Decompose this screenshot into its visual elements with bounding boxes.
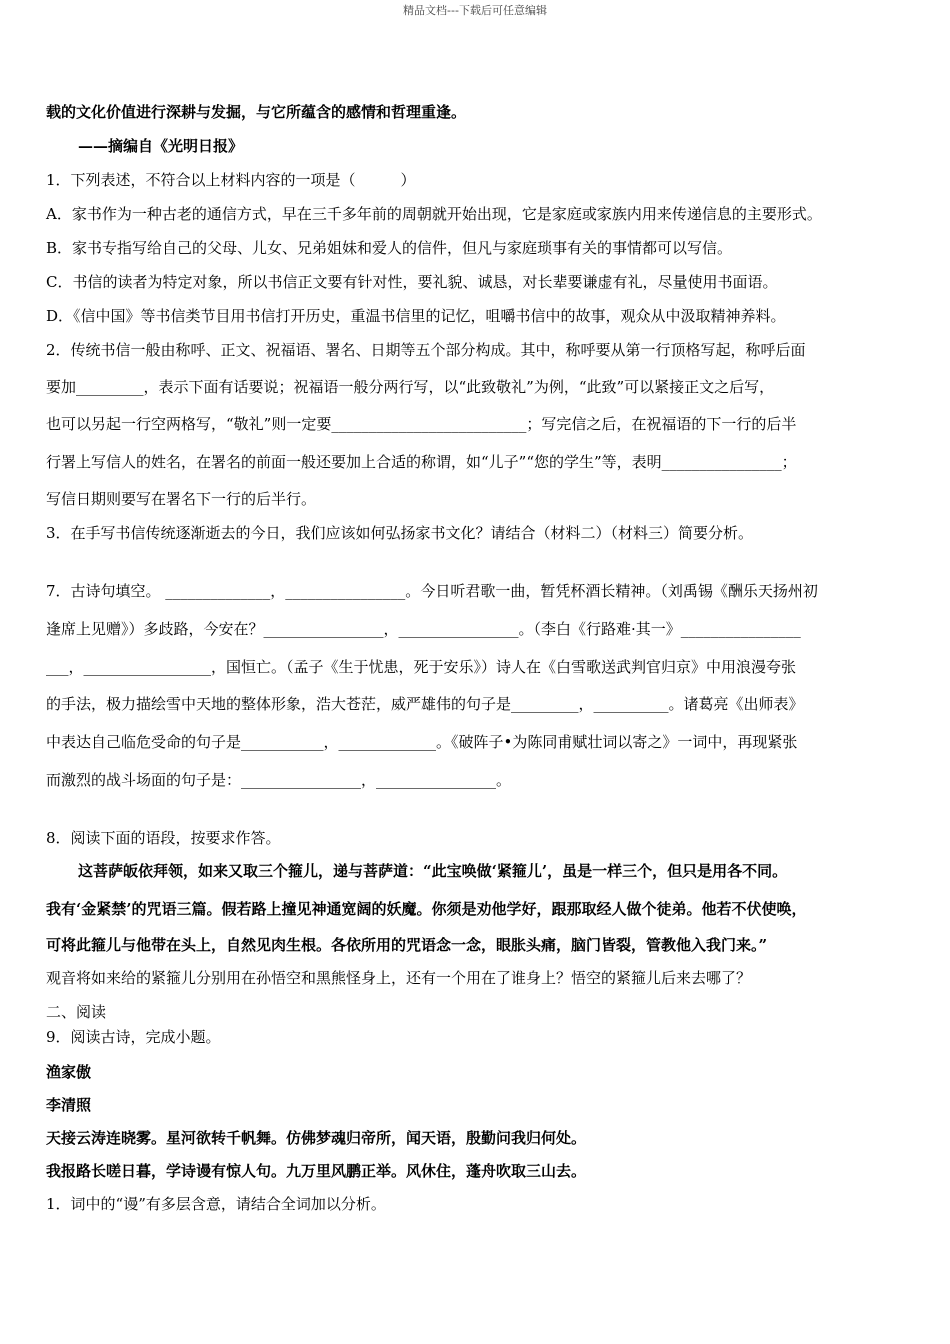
question-2-line: 写信日期则要写在署名下一行的后半行。 xyxy=(46,490,317,508)
question-7-line: 的手法，极力描绘雪中天地的整体形象，浩大苍茫，威严雄伟的句子是_________，__________。诸葛亮《出师表》 xyxy=(46,695,804,713)
sub-question-1: 1．词中的“谩”有多层含意，请结合全词加以分析。 xyxy=(46,1195,386,1213)
question-8-prompt: 观音将如来给的紧箍儿分别用在孙悟空和黑熊怪身上，还有一个用在了谁身上？悟空的紧箍儿后来去哪了？ xyxy=(46,969,752,987)
question-7-line: 中表达自己临危受命的句子是___________，_____________。《破阵子•为陈同甫赋壮词以寄之》一词中，再现紧张 xyxy=(46,733,798,751)
section-heading: 二、阅读 xyxy=(46,1003,107,1021)
question-7-line: ___，_________________，国恒亡。（孟子《生于忧患，死于安乐》）诗人在《白雪歌送武判官归京》中用浪漫夸张 xyxy=(46,658,797,676)
question-7-line: 而激烈的战斗场面的句子是：________________，________________。 xyxy=(46,771,512,789)
option-d: D．《信中国》等书信类节目用书信打开历史，重温书信里的记忆，咀嚼书信中的故事，观众从中汲取精神养料。 xyxy=(46,307,786,325)
question-7-line: 7．古诗句填空。 ______________，________________。今日听君歌一曲，暂凭杯酒长精神。（刘禹锡《酬乐天扬州初 xyxy=(46,582,818,600)
question-9: 9．阅读古诗，完成小题。 xyxy=(46,1028,221,1046)
passage-line: 载的文化价值进行深耕与发掘，与它所蕴含的感情和哲理重逢。 xyxy=(46,103,467,121)
excerpt-line: 可将此箍儿与他带在头上，自然见肉生根。各依所用的咒语念一念，眼胀头痛，脑门皆裂，管教他入我门来。” xyxy=(46,936,768,954)
question-8: 8．阅读下面的语段，按要求作答。 xyxy=(46,829,281,847)
option-b: B．家书专指写给自己的父母、儿女、兄弟姐妹和爱人的信件，但凡与家庭琐事有关的事情都可以写信。 xyxy=(46,239,733,257)
source-citation: ——摘编自《光明日报》 xyxy=(78,137,244,155)
excerpt-line: 我有‘金紧禁’的咒语三篇。假若路上撞见神通宽阔的妖魔。你须是劝他学好，跟那取经人做个徒弟。他若不伏使唤， xyxy=(46,900,807,918)
poem-author: 李清照 xyxy=(46,1096,92,1114)
page-header: 精品文档---下载后可任意编辑 xyxy=(403,4,547,17)
question-2-line: 也可以另起一行空两格写，“敬礼”则一定要__________________________；写完信之后，在祝福语的下一行的后半 xyxy=(46,415,797,433)
question-7-line: 逢席上见赠》）多歧路，今安在？________________，________________。（李白《行路难·其一》________________ xyxy=(46,620,801,638)
question-2-line: 要加_________，表示下面有话要说；祝福语一般分两行写，以“此致敬礼”为例，“此致”可以紧接正文之后写， xyxy=(46,378,775,396)
poem-line: 我报路长嗟日暮，学诗谩有惊人句。九万里风鹏正举。风休住，蓬舟吹取三山去。 xyxy=(46,1162,587,1180)
question-3: 3．在手写书信传统逐渐逝去的今日，我们应该如何弘扬家书文化？请结合（材料二）（材料三）简要分析。 xyxy=(46,524,754,542)
option-c: C．书信的读者为特定对象，所以书信正文要有针对性，要礼貌、诚恳，对长辈要谦虚有礼，尽量使用书面语。 xyxy=(46,273,778,291)
excerpt-line: 这菩萨皈依拜领，如来又取三个箍儿，递与菩萨道：“此宝唤做‘紧箍儿’，虽是一样三个，但只是用各不同。 xyxy=(78,862,788,880)
question-2-line: 2．传统书信一般由称呼、正文、祝福语、署名、日期等五个部分构成。其中，称呼要从第一行顶格写起，称呼后面 xyxy=(46,341,806,359)
option-a: A．家书作为一种古老的通信方式，早在三千多年前的周朝就开始出现，它是家庭或家族内用来传递信息的主要形式。 xyxy=(46,205,822,223)
poem-line: 天接云涛连晓雾。星河欲转千帆舞。仿佛梦魂归帝所，闻天语，殷勤问我归何处。 xyxy=(46,1129,587,1147)
question-2-line: 行署上写信人的姓名，在署名的前面一般还要加上合适的称谓，如“儿子”“您的学生”等，表明________________； xyxy=(46,453,797,471)
question-1: 1．下列表述，不符合以上材料内容的一项是（ ） xyxy=(46,171,416,189)
poem-title: 渔家傲 xyxy=(46,1063,92,1081)
